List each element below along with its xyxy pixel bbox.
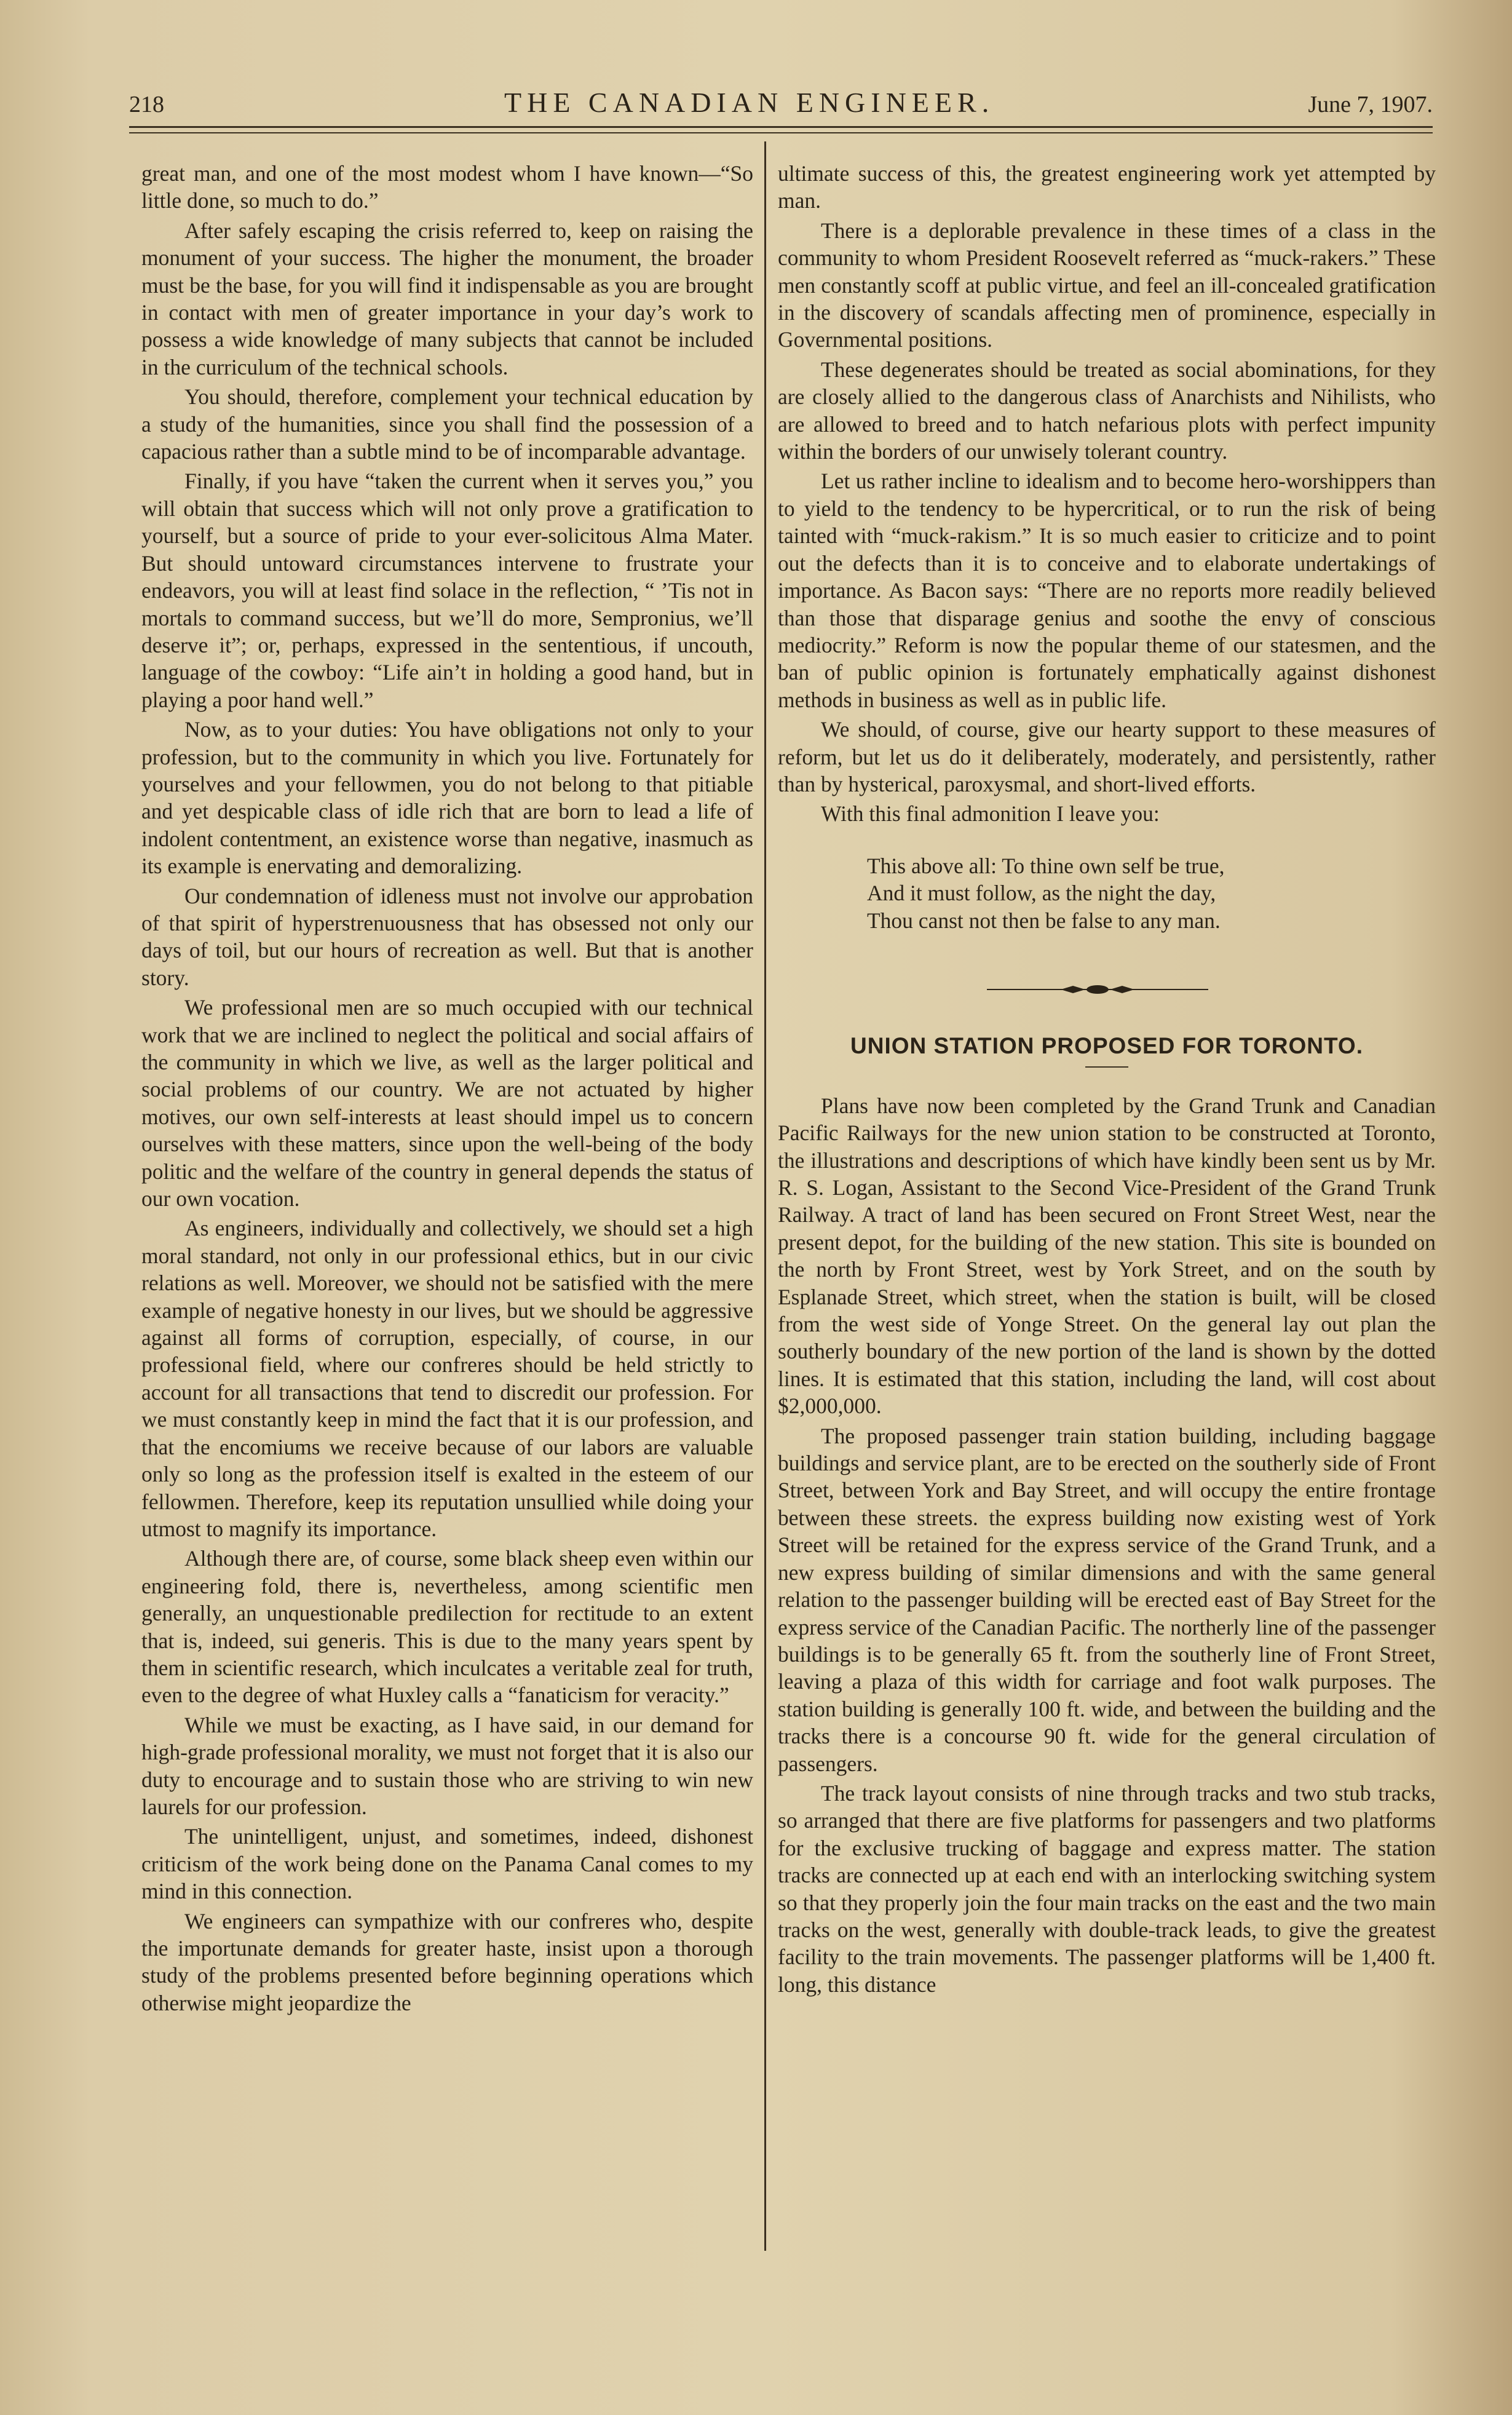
paragraph: Our condemnation of idleness must not involve our approbation of that spirit of hyperstrenuousness that has obsessed not only our days of toil, but our hours of recreation as well. But that is another story. (141, 883, 753, 990)
paragraph: Let us rather incline to idealism and to become hero-worshippers than to yield to the tendency to be hypercritical, or to run the risk of being tainted with “muck-rakism.” It is so much easier to criticize and to point out the defects than it is to conceive and to elaborate undertakings of importance. As Bacon says: “There are no reports more readily believed than those that disparage genius and soothe the envy of conscious mediocrity.” Reform is now the popular theme of our statesmen, and the ban of public opinion is fortunately emphatically against dishonest methods in business as well as in public life. (778, 469, 1436, 712)
page-header (129, 86, 1433, 123)
page-number: 218 (129, 92, 164, 117)
paragraph: The proposed passenger train station building, including baggage buildings and service plant, are to be erected on the southerly side of Front Street, between York and Bay Street, and will occupy the entire frontage between these streets. the express building now existing west of York Street will be retained for the express service of the Grand Trunk, and a new express building of similar dimensions and with the same general relation to the passenger building will be erected east of Bay Street for the express service of the Canadian Pacific. The northerly line of the passenger buildings is to be generally 65 ft. from the southerly line of Front Street, leaving a plaza of this width for carriage and foot walk purposes. The station building is generally 100 ft. wide, and between the building and the tracks there is a concourse 90 ft. wide for the general circulation of passengers. (778, 1423, 1436, 1776)
right-column (778, 160, 1436, 2001)
article-headline: UNION STATION PROPOSED FOR TORONTO. (850, 1033, 1363, 1059)
paragraph: As engineers, individually and collectively, we should set a high moral standard, not only in our professional ethics, but in our civic relations as well. Moreover, we should not be satisfied with the mere example of negative honesty in our lives, but we should be aggressive against all forms of corruption, especially, of course, in our professional field, where our confreres should be held strictly to account for all transactions that tend to discredit our profession. For we must constantly keep in mind the fact that it is our profession, and that the encomiums we receive because of our labors are valuable only so long as the profession itself is exalted in the esteem of our fellowmen. Therefore, keep its reputation unsullied while doing your utmost to magnify its importance. (141, 1216, 753, 1541)
paragraph: great man, and one of the most modest whom I have known—“So little done, so much to do.” (141, 161, 753, 213)
paragraph: We engineers can sympathize with our confreres who, despite the importunate demands for greater haste, insist upon a thorough study of the problems presented before beginning operations which otherwise might jeopardize the (141, 1908, 753, 2015)
paragraph: We should, of course, give our hearty support to these measures of reform, but let us do it deliberately, moderately, and persistently, rather than by hysterical, paroxysmal, and short-lived efforts. (778, 717, 1436, 796)
paragraph: Finally, if you have “taken the current when it serves you,” you will obtain that success which will not only prove a gratification to yourself, but a source of pride to your ever-solicitous Alma Mater. But should untoward circumstances intervene to frustrate your endeavors, you will at least find solace in the reflection, “ ’Tis not in mortals to command success, but we’ll do more, Sempronius, we’ll deserve it”; or, perhaps, expressed in the sententious, if uncouth, language of the cowboy: “Life ain’t in holding a good hand, but in playing a poor hand well.” (141, 469, 753, 712)
left-column (141, 160, 753, 2019)
paragraph: Plans have now been completed by the Grand Trunk and Canadian Pacific Railways for the new union station to be constructed at Toronto, the illustrations and descriptions of which have kindly been sent us by Mr. R. S. Logan, Assistant to the Second Vice-President of the Grand Trunk Railway. A tract of land has been secured on Front Street West, near the present depot, for the building of the new station. This site is bounded on the north by Front Street, west by York Street, and on the south by Esplanade Street, which street, when the station is built, will be closed from the west side of Yonge Street. On the general lay out plan the southerly boundary of the new portion of the land is shown by the dotted lines. It is estimated that this station, including the land, will cost about $2,000,000. (778, 1093, 1436, 1419)
verse-line: Thou canst not then be false to any man. (867, 908, 1221, 933)
quoted-verse (867, 852, 1436, 934)
paragraph: We professional men are so much occupied with our technical work that we are inclined to neglect the political and social affairs of the community in which we live, as well as the larger political and social problems of our country. We are not actuated by higher motives, our own self-interests at least should impel us to concern ourselves with these matters, since upon the well-being of the body politic and the welfare of the country in general depends the status of our own vocation. (141, 995, 753, 1211)
paragraph: The unintelligent, unjust, and sometimes, indeed, dishonest criticism of the work being done on the Panama Canal comes to my mind in this connection. (141, 1824, 753, 1904)
journal-title: THE CANADIAN ENGINEER. (504, 87, 995, 118)
paragraph: Now, as to your duties: You have obligations not only to your profession, but to the community in which you live. Fortunately for yourselves and your fellowmen, you do not belong to that pitiable and yet despicable class of idle rich that are born to lead a life of indolent contentment, an existence worse than negative, inasmuch as its example is enervating and demoralizing. (141, 717, 753, 879)
verse-line: This above all: To thine own self be true, (867, 853, 1225, 878)
header-rule-bottom (129, 132, 1433, 133)
headline-rule (1085, 1066, 1128, 1068)
column-divider (764, 141, 766, 2251)
paragraph: With this final admonition I leave you: (821, 801, 1160, 827)
verse-line: And it must follow, as the night the day, (867, 881, 1216, 906)
paragraph: The track layout consists of nine through tracks and two stub tracks, so arranged that there are five platforms for passengers and two platforms for the exclusive trucking of baggage and express matter. The station tracks are connected up at each end with an interlocking switching system so that they properly join the four main tracks on the east and the two main tracks on the west, generally with double-track leads, to give the greatest facility to the train movements. The passenger platforms will be 1,400 ft. long, this distance (778, 1780, 1436, 1997)
section-divider-ornament (987, 983, 1208, 996)
paragraph: While we must be exacting, as I have said, in our demand for high-grade professional morality, we must not forget that it is also our duty to encourage and to sustain those who are striving to win new laurels for our profession. (141, 1712, 753, 1819)
paragraph: There is a deplorable prevalence in these times of a class in the community to whom President Roosevelt referred as “muck-rakers.” These men constantly scoff at public virtue, and feel an ill-concealed gratification in the discovery of scandals affecting men of prominence, especially in Governmental positions. (778, 218, 1436, 352)
header-rule-top (129, 126, 1433, 128)
paragraph: You should, therefore, complement your technical education by a study of the humanities, since you shall find the possession of a capacious rather than a subtle mind to be of incomparable advantage. (141, 384, 753, 464)
paragraph: These degenerates should be treated as social abominations, for they are closely allied to the dangerous class of Anarchists and Nihilists, who are allowed to breed and to hatch nefarious plots with perfect impunity within the borders of our unwisely tolerant country. (778, 357, 1436, 464)
paragraph: ultimate success of this, the greatest engineering work yet attempted by man. (778, 161, 1436, 213)
paragraph: Although there are, of course, some black sheep even within our engineering fold, there is, nevertheless, among scientific men generally, an unquestionable predilection for rectitude to an extent that is, indeed, sui generis. This is due to the many years spent by them in scientific research, which inculcates a veritable zeal for truth, even to the degree of what Huxley calls a “fanaticism for veracity.” (141, 1546, 753, 1708)
paragraph: After safely escaping the crisis referred to, keep on raising the monument of your success. The higher the monument, the broader must be the base, for you will find it indispensable as you are brought in contact with men of greater importance in your day’s work to possess a wide knowledge of many subjects that cannot be included in the curriculum of the technical schools. (141, 218, 753, 379)
issue-date: June 7, 1907. (1308, 92, 1433, 117)
